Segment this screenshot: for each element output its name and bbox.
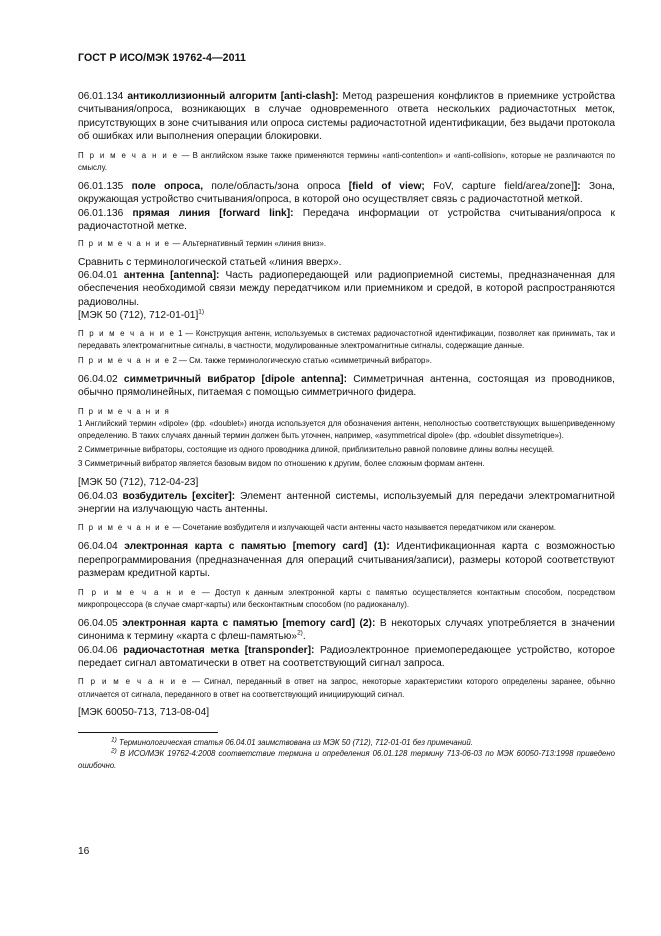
entry-06-04-01: 06.04.01 антенна [antenna]: Часть радиопередающей или радиоприемной системы, предназначенная для обеспечения необходимой связи между передатчиком или приемником и средой, в которой распространяются радиоволны. xyxy=(78,269,615,308)
note: П р и м е ч а н и е 1 — Конструкция антенн, используемых в системах радиочастотной идентификации, позволяет как принимать, так и передавать электромагнитные сигналы, в частности, модулированные электромагнитные сигналы, содержащие данные. xyxy=(78,328,615,350)
footnote-separator xyxy=(78,732,218,733)
reference: [МЭК 50 (712), 712-01-01]$^{1)}$ xyxy=(78,308,205,322)
document-header: ГОСТ Р ИСО/МЭК 19762-4—2011 xyxy=(78,52,247,64)
entry-06-04-02: 06.04.02 симметричный вибратор [dipole antenna]: Симметричная антенна, состоящая из проводников, обычно прямолинейных, питаемая с помощью симметричного фидера. xyxy=(78,373,615,399)
note-item: 2 Симметричные вибраторы, состоящие из одного проводника длиной, приблизительно равной половине длины волны несущей. xyxy=(78,444,555,454)
entry-06-04-06: 06.04.06 радиочастотная метка [transponder]: Радиоэлектронное приемопередающее устройство, которое передает сигнал автоматически в ответ на соответствующий сигнал запроса. xyxy=(78,644,615,670)
footnote-2: $^{2)}$ В ИСО/МЭК 19762-4:2008 соответствие термина и определения 06.01.128 термину 713-06-03 по МЭК 60050-713:1998 приведено ошибочно. xyxy=(78,747,615,770)
footnote-1: $^{1)}$ Терминологическая статья 06.04.01 заимствована из МЭК 50 (712), 712-01-01 без примечаний. xyxy=(111,736,473,748)
entry-06-01-134: 06.01.134 антиколлизионный алгоритм [anti-clash]: Метод разрешения конфликтов в приемнике устройства считывания/опроса, возникающих в случае одновременного ответа нескольких радиочастотных меток, присутствующих в зоне считывания или опроса системы радиочастотной идентификации, без выдачи протокола об ошибках или выполнения операции блокировки. xyxy=(78,91,615,143)
footnote-ref: 2) xyxy=(297,629,303,637)
note: П р и м е ч а н и е — Сочетание возбудителя и излучающей части антенны часто называется передатчиком или сканером. xyxy=(78,523,556,533)
note: П р и м е ч а н и е — Доступ к данным электронной карты с памятью осуществляется контактным способом, посредством микропроцессора (в случае смарт-карты) или бесконтактным способом (по радиоканалу). xyxy=(78,587,615,609)
footnote-ref: 1) xyxy=(198,308,205,316)
page-content xyxy=(78,52,615,771)
note: П р и м е ч а н и е 2 — См. также терминологическую статью «симметричный вибратор». xyxy=(78,355,432,365)
term: антиколлизионный алгоритм [anti-clash]: xyxy=(127,91,339,102)
entry-06-04-05: 06.04.05 электронная карта с памятью [memory card] (2): В некоторых случаях употребляется в значении синонима к термину «карта с флеш-памятью»$^{2)}$. xyxy=(78,617,615,643)
page-number: 16 xyxy=(78,846,90,857)
reference: [МЭК 60050-713, 713-08-04] xyxy=(78,706,210,718)
note-item: 1 Английский термин «dipole» (фр. «doublet») иногда используется для обозначения антенн, неполностью соответствующих вышеприведенному определению. В таких случаях данный термин должен быть уточнен, например, «asymmetrical dipole» (фр. «doublet dissymetrique»). xyxy=(78,418,615,440)
note: П р и м е ч а н и е — Альтернативный термин «линия вниз». xyxy=(78,239,327,249)
entry-06-01-136: 06.01.136 прямая линия [forward link]: Передача информации от устройства считывания/опроса к радиочастотной метке. xyxy=(78,207,615,233)
note-item: 3 Симметричный вибратор является базовым видом по отношению к другим, более сложным формам антенн. xyxy=(78,459,485,469)
entry-06-04-03: 06.04.03 возбудитель [exciter]: Элемент антенной системы, используемый для передачи электромагнитной энергии на излучающую часть антенны. xyxy=(78,490,615,515)
compare-note: Сравнить с терминологической статьей «линия вверх». xyxy=(78,256,342,268)
entry-06-04-04: 06.04.04 электронная карта с памятью [memory card] (1): Идентификационная карта с возможностью перепрограммирования (предназначенная для операций считывания/записи), размеры которой соответствуют размерам кредитной карты. xyxy=(78,541,615,580)
note: П р и м е ч а н и е — В английском языке также применяются термины «anti-contention» и «anti-collision», которые не различаются по смыслу. xyxy=(78,150,615,172)
entry-06-01-135: 06.01.135 поле опроса, поле/область/зона опроса [field of view; FoV, capture field/area/zone]]: Зона, окружающая устройство считывания/опроса, в которой оно осуществляет связь с радиочастотной меткой. xyxy=(78,180,615,206)
reference: [МЭК 50 (712), 712-04-23] xyxy=(78,477,199,489)
note: П р и м е ч а н и е — Сигнал, переданный в ответ на запрос, некоторые характеристики которого определены заранее, обычно отличается от сигнала, переданного в ответ на соответствующий инициирующий сигнал. xyxy=(78,677,615,699)
notes-heading: П р и м е ч а н и я xyxy=(78,406,171,416)
